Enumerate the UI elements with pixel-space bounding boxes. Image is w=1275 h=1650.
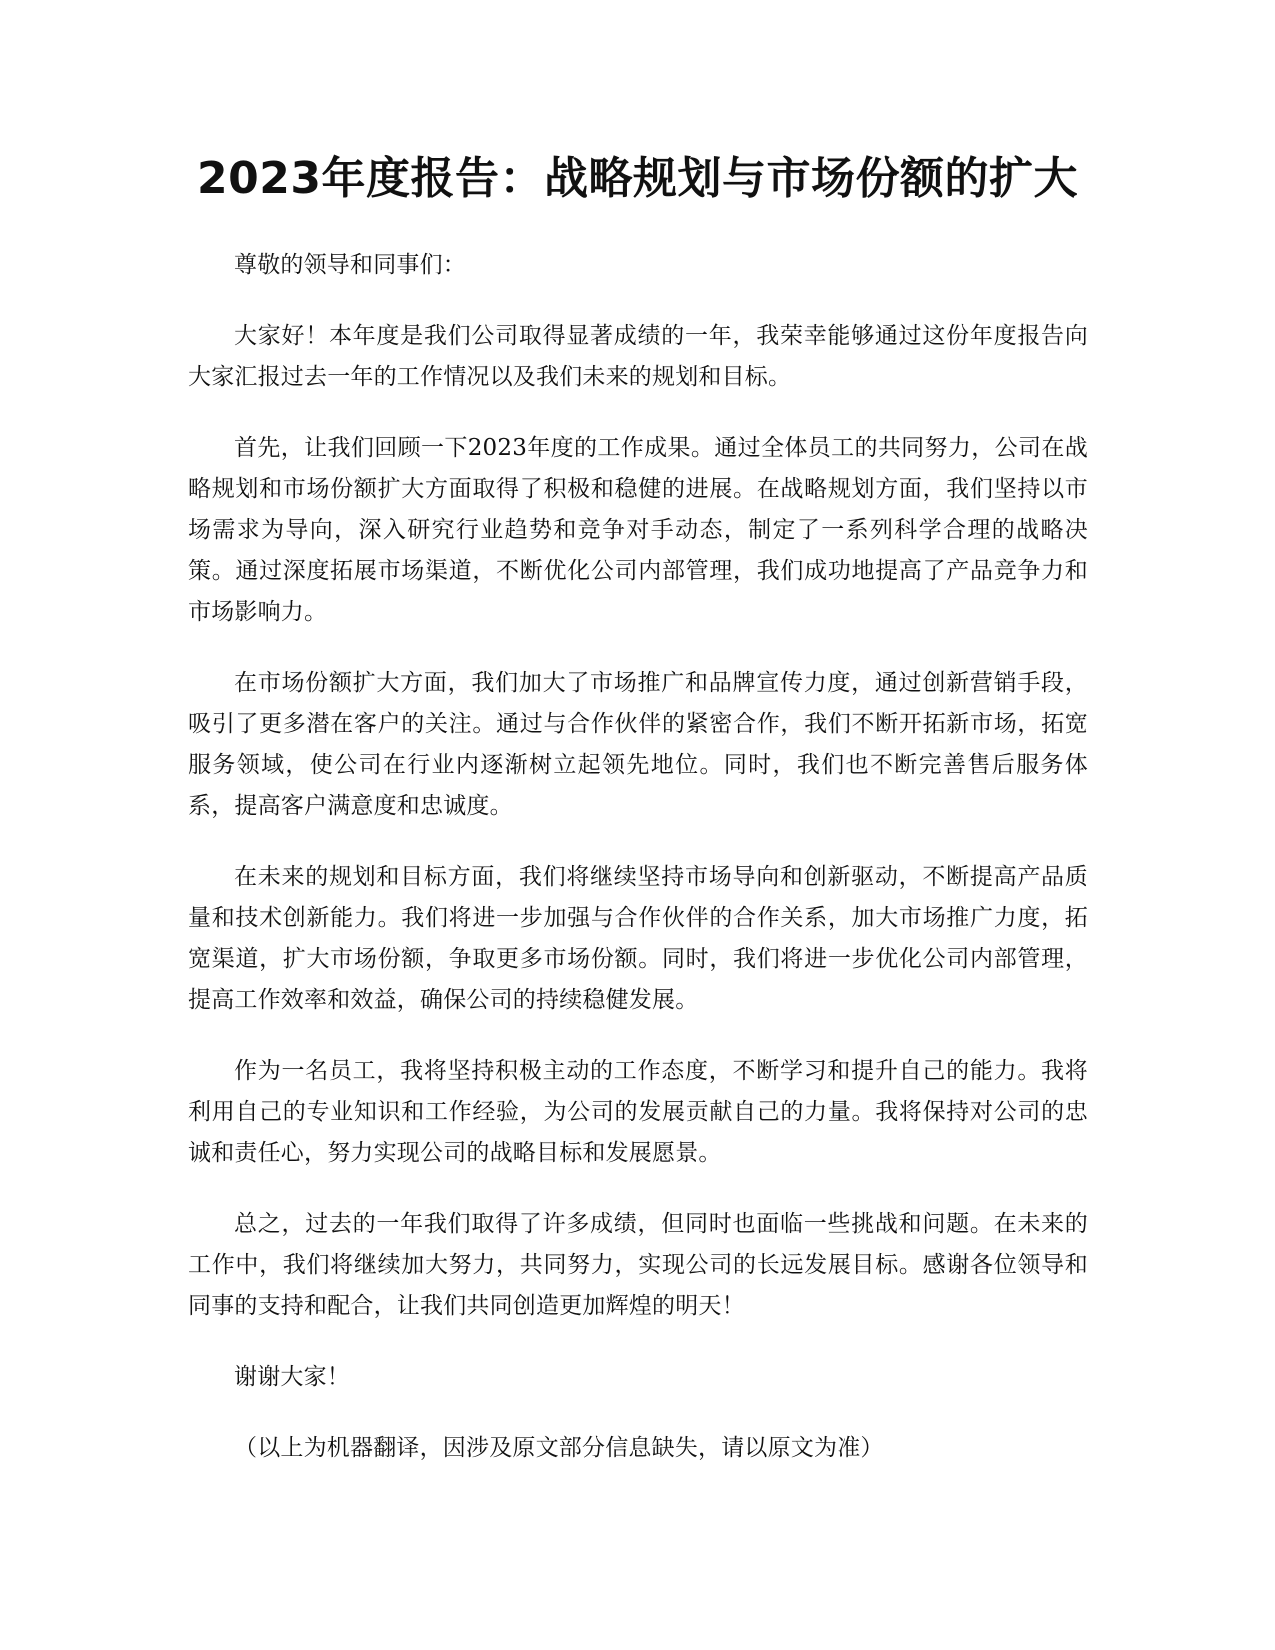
thanks-paragraph: 谢谢大家！ [234,1364,350,1390]
document-title: 2023年度报告：战略规划与市场份额的扩大 [197,153,1078,204]
greeting-paragraph: 大家好！本年度是我们公司取得显著成绩的一年，我荣幸能够通过这份年度报告向大家汇报过去一年的工作情况以及我们未来的规划和目标。 [188,323,1088,390]
translation-note-paragraph: （以上为机器翻译，因涉及原文部分信息缺失，请以原文为准） [234,1435,884,1461]
document-body [188,245,1088,1499]
personal-commitment-paragraph: 作为一名员工，我将坚持积极主动的工作态度，不断学习和提升自己的能力。我将利用自己的专业知识和工作经验，为公司的发展贡献自己的力量。我将保持对公司的忠诚和责任心，努力实现公司的战略目标和发展愿景。 [188,1058,1088,1166]
market-share-paragraph: 在市场份额扩大方面，我们加大了市场推广和品牌宣传力度，通过创新营销手段，吸引了更多潜在客户的关注。通过与合作伙伴的紧密合作，我们不断开拓新市场，拓宽服务领域，使公司在行业内逐渐树立起领先地位。同时，我们也不断完善售后服务体系，提高客户满意度和忠诚度。 [188,670,1088,819]
salutation-paragraph: 尊敬的领导和同事们： [234,252,466,278]
future-plans-paragraph: 在未来的规划和目标方面，我们将继续坚持市场导向和创新驱动，不断提高产品质量和技术创新能力。我们将进一步加强与合作伙伴的合作关系，加大市场推广力度，拓宽渠道，扩大市场份额，争取更多市场份额。同时，我们将进一步优化公司内部管理，提高工作效率和效益，确保公司的持续稳健发展。 [188,864,1088,1013]
achievements-paragraph: 首先，让我们回顾一下2023年度的工作成果。通过全体员工的共同努力，公司在战略规划和市场份额扩大方面取得了积极和稳健的进展。在战略规划方面，我们坚持以市场需求为导向，深入研究行业趋势和竞争对手动态，制定了一系列科学合理的战略决策。通过深度拓展市场渠道，不断优化公司内部管理，我们成功地提高了产品竞争力和市场影响力。 [188,435,1088,625]
conclusion-paragraph: 总之，过去的一年我们取得了许多成绩，但同时也面临一些挑战和问题。在未来的工作中，我们将继续加大努力，共同努力，实现公司的长远发展目标。感谢各位领导和同事的支持和配合，让我们共同创造更加辉煌的明天！ [188,1211,1088,1319]
